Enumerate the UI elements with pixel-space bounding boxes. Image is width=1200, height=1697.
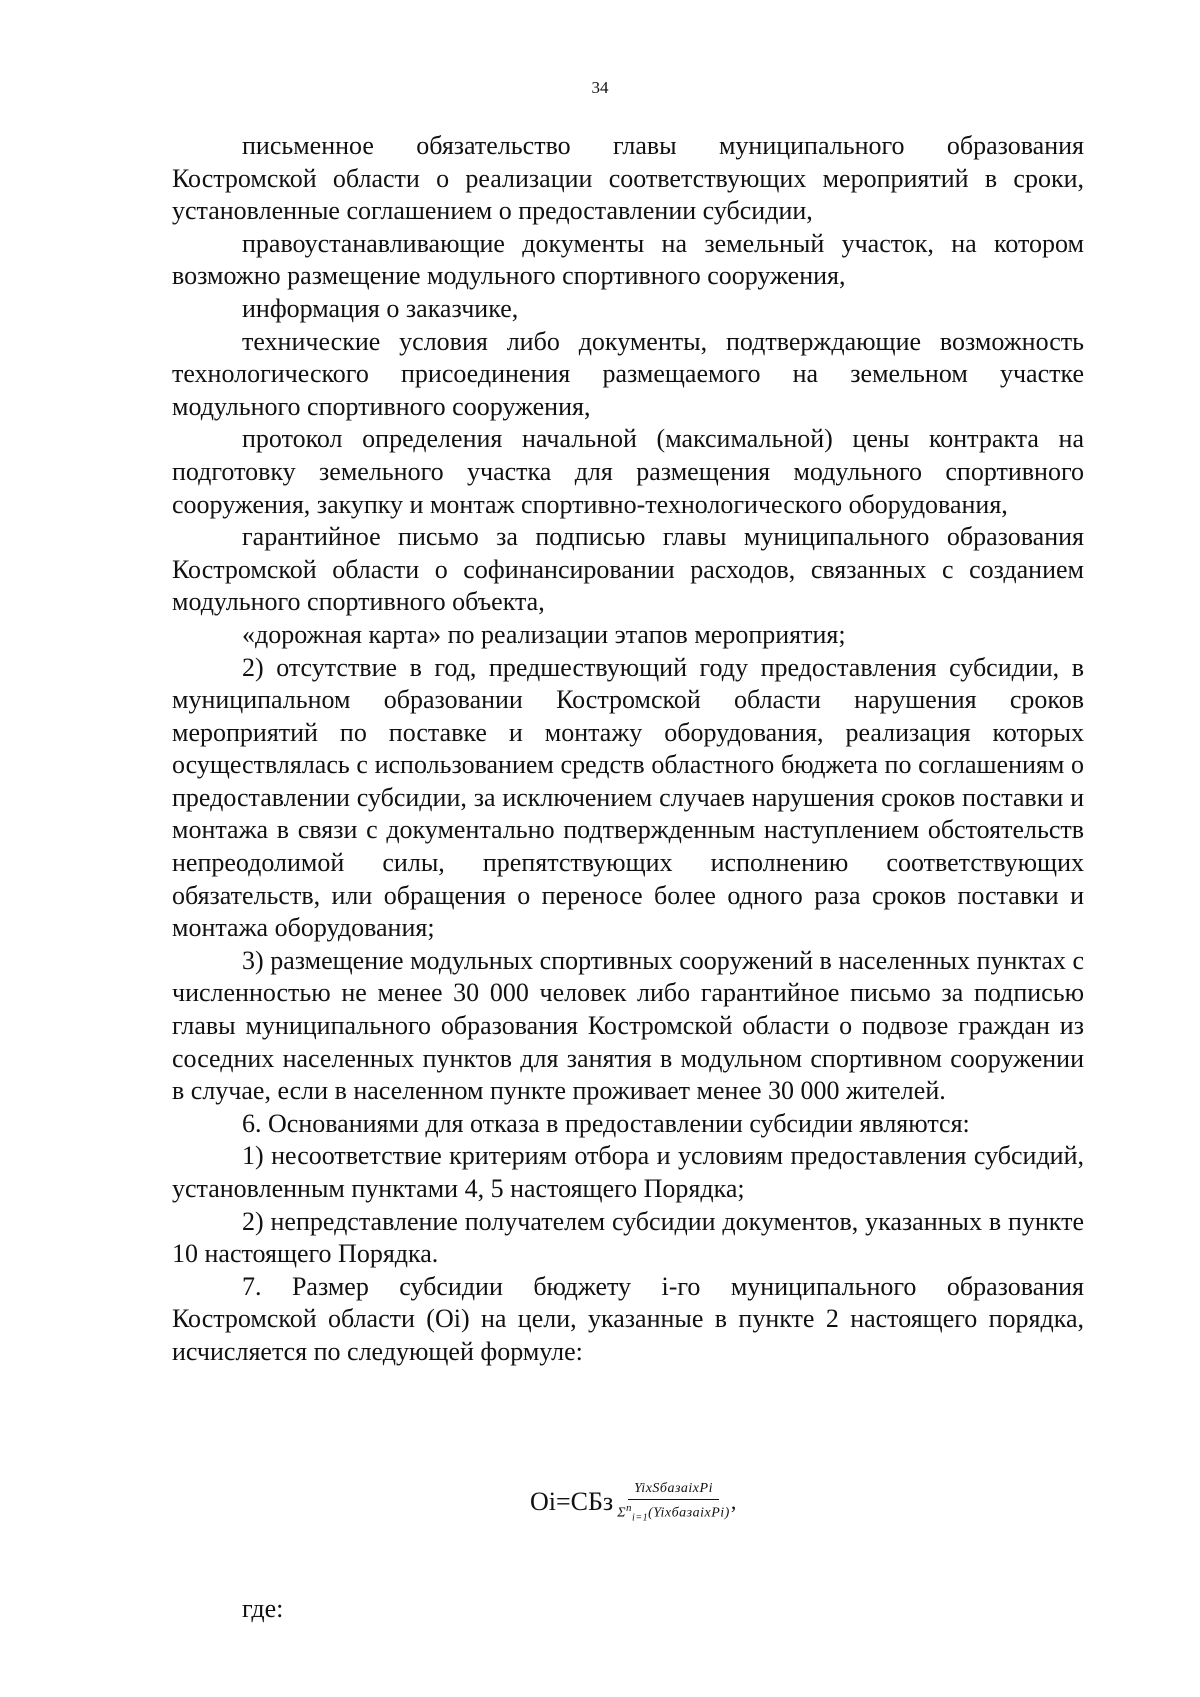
paragraph-guarantee-letter: гарантийное письмо за подписью главы муниципального образования Костромской области о софинансировании расходов, связанных с созданием модульного спортивного объекта, <box>172 522 1084 617</box>
page-number: 34 <box>591 78 609 97</box>
paragraph-section-7-formula-intro: 7. Размер субсидии бюджету i-го муниципального образования Костромской области (Oi) на цели, указанные в пункте 2 настоящего порядка, исчисляется по следующей формуле: <box>172 1271 1084 1366</box>
formula-denominator <box>617 1500 730 1523</box>
where-label: где: <box>242 1594 284 1623</box>
paragraph-written-obligation: письменное обязательство главы муниципального образования Костромской области о реализации соответствующих мероприятий в сроки, установленные соглашением о предоставлении субсидии, <box>172 131 1084 226</box>
paragraph-section-6-item-1: 1) несоответствие критериям отбора и условиям предоставления субсидий, установленным пунктами 4, 5 настоящего Порядка; <box>172 1141 1084 1203</box>
paragraph-price-protocol: протокол определения начальной (максимальной) цены контракта на подготовку земельного участка для размещения модульного спортивного сооружения, закупку и монтаж спортивно-технологического оборудования, <box>172 424 1084 519</box>
formula-sum-lower: i=1 <box>632 1512 649 1524</box>
paragraph-section-6-item-2: 2) непредставление получателем субсидии документов, указанных в пункте 10 настоящего Порядка. <box>172 1206 1084 1269</box>
subsidy-formula <box>530 1462 736 1542</box>
paragraph-item-3-placement: 3) размещение модульных спортивных сооружений в населенных пунктах с численностью не менее 30 000 человек либо гарантийное письмо за подписью главы муниципального образования Костромской области о подвозе граждан из соседних населенных пунктов для занятия в модульном спортивном сооружении в случае, если в населенном пункте проживает менее 30 000 жителей. <box>172 945 1084 1106</box>
document-body <box>172 130 1084 1369</box>
formula-fraction <box>617 1481 730 1523</box>
paragraph-section-6-heading: 6. Основаниями для отказа в предоставлении субсидии являются: <box>242 1108 970 1138</box>
paragraph-technical-conditions: технические условия либо документы, подтверждающие возможность технологического присоединения размещаемого на земельном участке модульного спортивного сооружения, <box>172 326 1084 421</box>
formula-sum-symbol: Σ <box>617 1505 627 1521</box>
paragraph-item-2-no-violations: 2) отсутствие в год, предшествующий году предоставления субсидии, в муниципальном образовании Костромской области нарушения сроков мероприятий по поставке и монтажу оборудования, реализация которых осуществлялась с использованием средств областного бюджета по соглашениям о предоставлении субсидии, за исключением случаев нарушения сроков поставки и монтажа в связи с документально подтвержденным наступлением обстоятельств непреодолимой силы, препятствующих исполнению соответствующих обязательств, или обращения о переносе более одного раза сроков поставки и монтажа оборудования; <box>172 652 1084 943</box>
formula-lhs: Oi=СБз <box>530 1487 614 1516</box>
paragraph-road-map: «дорожная карта» по реализации этапов мероприятия; <box>242 619 846 649</box>
paragraph-customer-info: информация о заказчике, <box>242 293 519 323</box>
paragraph-land-title-documents: правоустанавливающие документы на земельный участок, на котором возможно размещение модульного спортивного сооружения, <box>172 228 1084 291</box>
formula-numerator: YixSбазaixPi <box>628 1481 719 1500</box>
formula-sum-upper: n <box>626 1501 633 1514</box>
formula-denominator-body: (YixбазaixPi) <box>648 1505 730 1521</box>
formula-trailing-comma: , <box>730 1489 737 1514</box>
